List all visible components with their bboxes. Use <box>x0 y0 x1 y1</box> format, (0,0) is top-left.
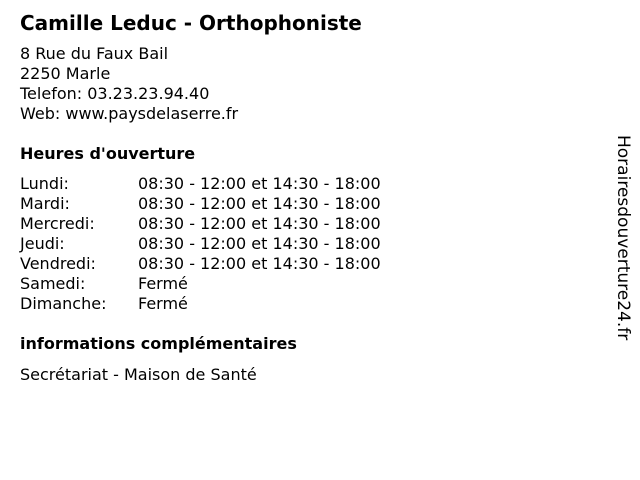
hours-row-wednesday <box>20 214 381 234</box>
day-label: Jeudi: <box>20 234 65 253</box>
day-hours: 08:30 - 12:00 et 14:30 - 18:00 <box>138 234 381 253</box>
site-watermark <box>613 135 633 375</box>
opening-hours-heading: Heures d'ouverture <box>20 144 196 163</box>
additional-info-heading: informations complémentaires <box>20 334 297 353</box>
day-label: Mardi: <box>20 194 70 213</box>
website: Web: www.paysdelaserre.fr <box>20 104 239 123</box>
hours-row-friday <box>20 254 381 274</box>
address-city: 2250 Marle <box>20 64 111 83</box>
day-label: Lundi: <box>20 174 69 193</box>
hours-row-sunday <box>20 294 381 314</box>
day-label: Dimanche: <box>20 294 107 313</box>
day-hours: 08:30 - 12:00 et 14:30 - 18:00 <box>138 214 381 233</box>
phone-number: Telefon: 03.23.23.94.40 <box>20 84 210 103</box>
hours-row-monday <box>20 174 381 194</box>
additional-info-text: Secrétariat - Maison de Santé <box>20 365 257 384</box>
day-hours: 08:30 - 12:00 et 14:30 - 18:00 <box>138 254 381 273</box>
address-street: 8 Rue du Faux Bail <box>20 44 169 63</box>
hours-row-thursday <box>20 234 381 254</box>
day-hours: Fermé <box>138 294 188 313</box>
day-label: Vendredi: <box>20 254 96 273</box>
page-title: Camille Leduc - Orthophoniste <box>20 11 362 35</box>
day-hours: Fermé <box>138 274 188 293</box>
opening-hours-table <box>20 174 381 314</box>
day-hours: 08:30 - 12:00 et 14:30 - 18:00 <box>138 194 381 213</box>
hours-row-tuesday <box>20 194 381 214</box>
day-hours: 08:30 - 12:00 et 14:30 - 18:00 <box>138 174 381 193</box>
watermark-text: Horairesdouverture24.fr <box>613 135 633 341</box>
hours-row-saturday <box>20 274 381 294</box>
day-label: Samedi: <box>20 274 86 293</box>
address-block <box>20 44 238 124</box>
day-label: Mercredi: <box>20 214 95 233</box>
